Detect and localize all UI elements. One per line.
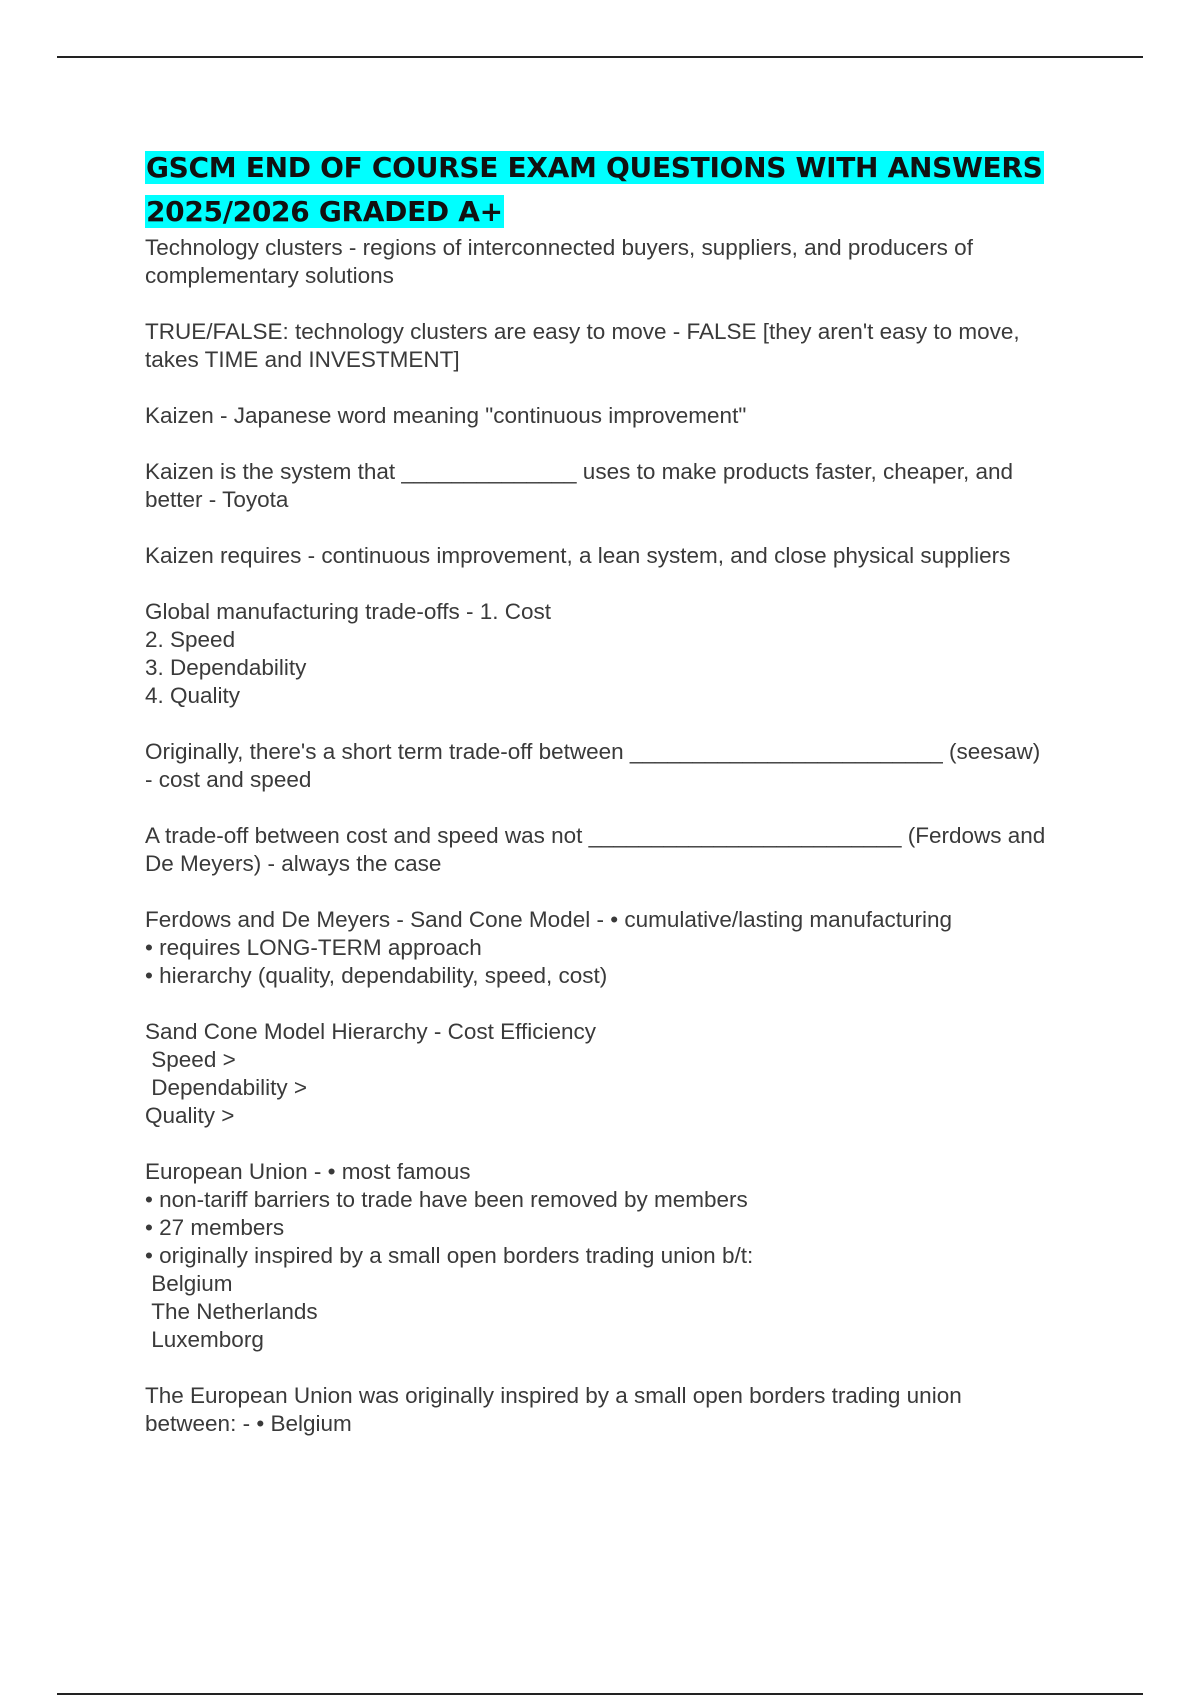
qa-entry-trade-offs: Global manufacturing trade-offs - 1. Cost 2. Speed 3. Dependability 4. Quality <box>145 599 552 708</box>
qa-entry-sand-cone-model: Ferdows and De Meyers - Sand Cone Model - • cumulative/lasting manufacturing • requires LONG-TERM approach • hierarchy (quality, dependability, speed, cost) <box>145 907 953 988</box>
qa-entry-clusters-true-false: TRUE/FALSE: technology clusters are easy to move - FALSE [they aren't easy to move, takes TIME and INVESTMENT] <box>145 319 1020 372</box>
qa-entry-eu-inspired: The European Union was originally inspired by a small open borders trading union between: - • Belgium <box>145 1383 962 1436</box>
title-line-1: GSCM END OF COURSE EXAM QUESTIONS WITH ANSWERS <box>146 151 1043 184</box>
qa-entry-kaizen-meaning: Kaizen - Japanese word meaning "continuous improvement" <box>145 403 747 428</box>
document-body <box>145 146 1095 1466</box>
qa-entry-short-term-trade-off: Originally, there's a short term trade-off between _________________________ (seesaw) - cost and speed <box>145 739 1041 792</box>
qa-entry-sand-cone-hierarchy: Sand Cone Model Hierarchy - Cost Efficiency Speed > Dependability > Quality > <box>145 1019 597 1128</box>
title-line-2: 2025/2026 GRADED A+ <box>146 195 503 228</box>
document-title <box>145 146 1095 234</box>
header-rule <box>57 56 1143 58</box>
qa-entry-technology-clusters: Technology clusters - regions of interconnected buyers, suppliers, and producers of complementary solutions <box>145 235 973 288</box>
footer-rule <box>57 1693 1143 1695</box>
qa-entry-cost-speed: A trade-off between cost and speed was not _________________________ (Ferdows and De Meyers) - always the case <box>145 823 1046 876</box>
qa-entry-kaizen-system: Kaizen is the system that ______________ uses to make products faster, cheaper, and better - Toyota <box>145 459 1014 512</box>
qa-entry-kaizen-requires: Kaizen requires - continuous improvement, a lean system, and close physical suppliers <box>145 543 1011 568</box>
qa-entry-european-union: European Union - • most famous • non-tariff barriers to trade have been removed by members • 27 members • originally inspired by a small open borders trading union b/t: Belgium The Netherlands Luxemborg <box>145 1159 754 1352</box>
